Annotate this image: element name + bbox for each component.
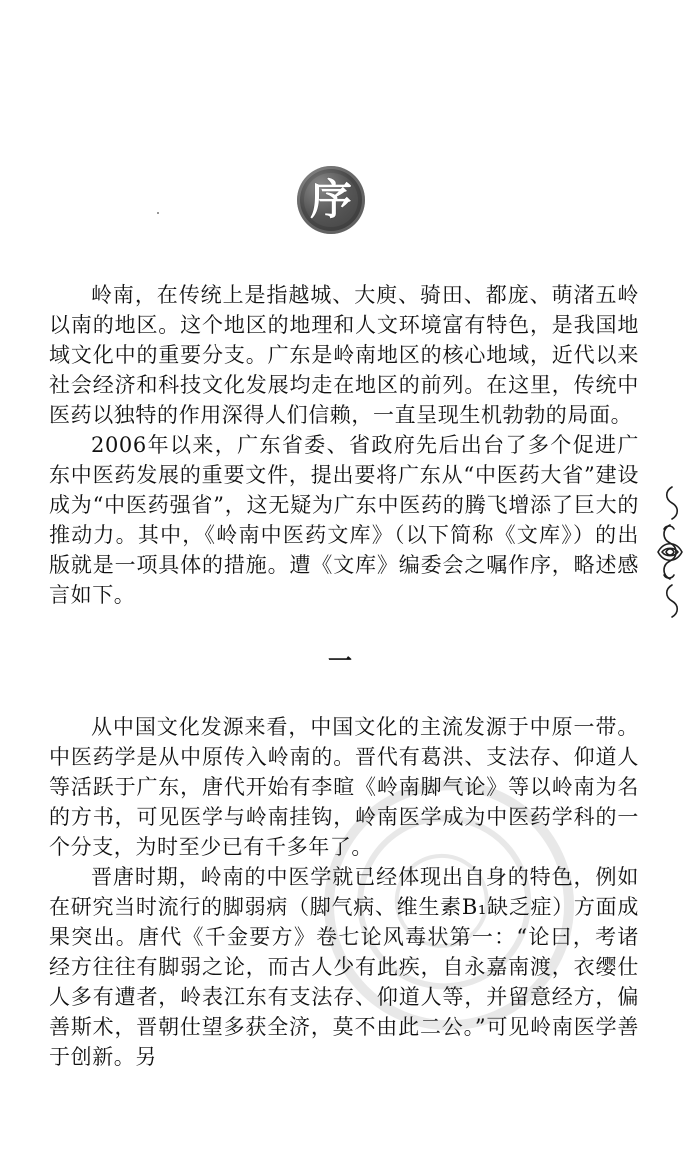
section-paragraph-1: 从中国文化发源来看，中国文化的主流发源于中原一带。中医药学是从中原传入岭南的。晋代有葛洪、支法存、仰道人等活跃于广东，唐代开始有李暄《岭南脚气论》等以岭南为名的方书，可见医学与岭南挂钩，岭南医学成为中医药学科的一个分支，为时至少已有千多年了。 <box>49 715 639 859</box>
intro-text <box>49 280 639 610</box>
section-text <box>49 712 639 1072</box>
preface-title-seal <box>297 166 365 234</box>
preface-title-glyph: 序 <box>309 175 352 224</box>
intro-paragraph-1: 岭南，在传统上是指越城、大庾、骑田、都庞、萌渚五岭以南的地区。这个地区的地理和人文环境富有特色，是我国地域文化中的重要分支。广东是岭南地区的核心地域，近代以来社会经济和科技文化发展均走在地区的前列。在这里，传统中医药以独特的作用深得人们信赖，一直呈现生机勃勃的局面。 <box>49 283 639 427</box>
print-speck <box>157 212 159 214</box>
intro-paragraph-2: 2006年以来，广东省委、省政府先后出台了多个促进广东中医药发展的重要文件，提出要将广东从“中医药大省”建设成为“中医药强省”，这无疑为广东中医药的腾飞增添了巨大的推动力。其中，《岭南中医药文库》（以下简称《文库》）的出版就是一项具体的措施。遭《文库》编委会之嘱作序，略述感言如下。 <box>49 433 639 607</box>
section-heading: 一 <box>328 646 352 675</box>
section-paragraph-2: 晋唐时期，岭南的中医学就已经体现出自身的特色，例如在研究当时流行的脚弱病（脚气病、维生素B₁缺乏症）方面成果突出。唐代《千金要方》卷七论风毒状第一：“论曰，考诸经方往往有脚弱之论，而古人少有此疾，自永嘉南渡，衣缨仕人多有遭者，岭表江东有支法存、仰道人等，并留意经方，偏善斯术，晋朝仕望多获全济，莫不由此二公。”可见岭南医学善于创新。另 <box>49 865 639 1069</box>
side-ornament-icon <box>654 481 686 623</box>
